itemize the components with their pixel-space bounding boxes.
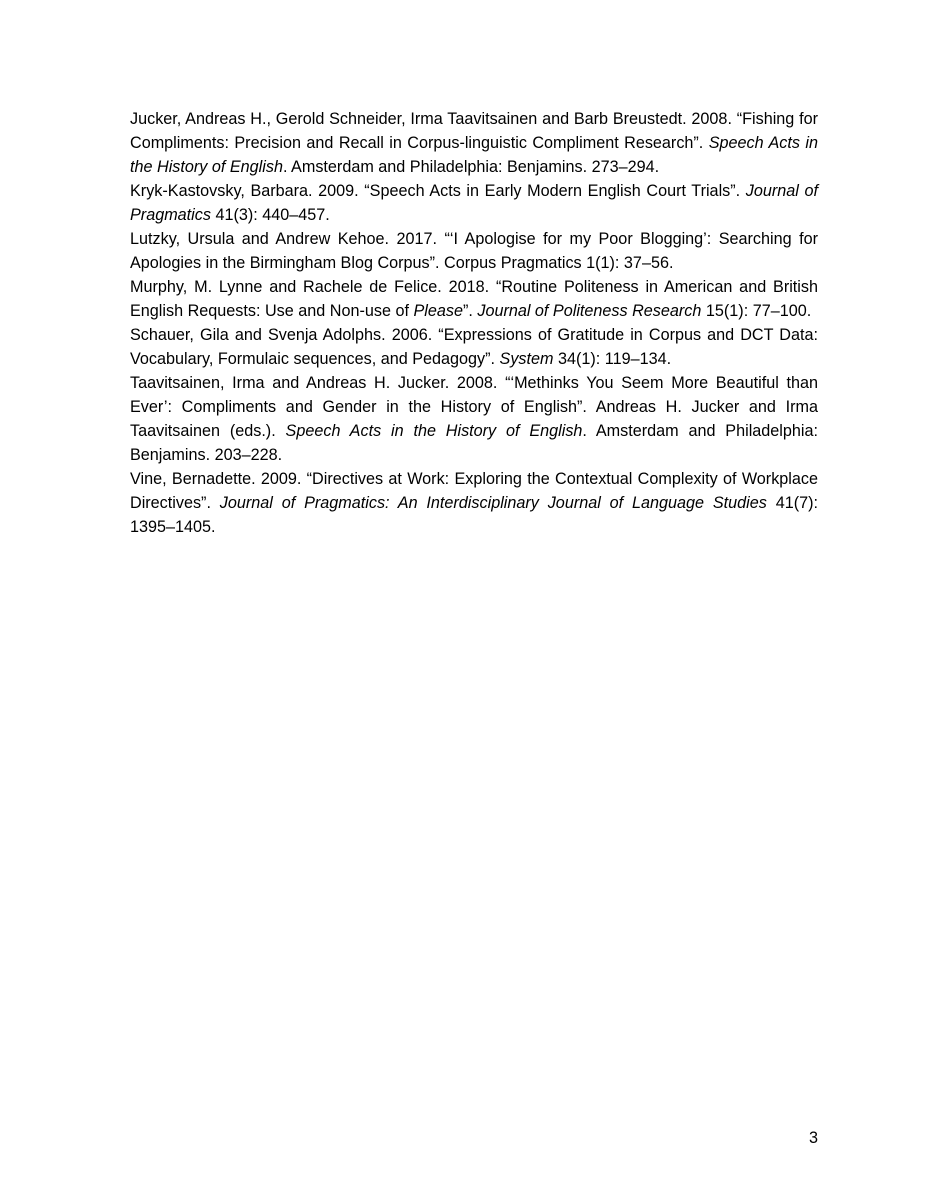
reference-italic-title: Journal of Politeness Research [477,302,702,320]
reference-entry [130,275,818,323]
reference-entry [130,227,818,275]
reference-italic-title: Please [413,302,463,320]
reference-text: . Amsterdam and Philadelphia: Benjamins. 273–294. [282,158,660,176]
reference-text: 41(7): 1395–1405. [130,494,818,536]
reference-italic-title: System [499,350,554,368]
reference-text: Murphy, M. Lynne and Rachele de Felice. 2018. “Routine Politeness in American and British English Requests: Use and Non-use of [130,278,818,320]
reference-text: . Amsterdam and Philadelphia: Benjamins. 203–228. [130,422,819,464]
reference-italic-title: Journal of Pragmatics [130,182,818,224]
reference-text: Taavitsainen, Irma and Andreas H. Jucker. 2008. “‘Methinks You Seem More Beautiful than Ever’: Compliments and Gender in the History of English”. Andreas H. Jucker and Irma Taavitsainen (eds.). [130,374,818,440]
reference-text: Jucker, Andreas H., Gerold Schneider, Irma Taavitsainen and Barb Breustedt. 2008. “Fishing for Compliments: Precision and Recall in Corpus-linguistic Compliment Research”. [130,110,818,152]
reference-entry [130,371,818,467]
reference-text: Schauer, Gila and Svenja Adolphs. 2006. “Expressions of Gratitude in Corpus and DCT Data: Vocabulary, Formulaic sequences, and Pedagogy”. [130,326,818,368]
reference-entry [130,107,818,179]
reference-text: 41(3): 440–457. [210,206,330,224]
reference-entry [130,467,818,539]
reference-italic-title: Speech Acts in the History of English [285,422,583,440]
reference-text: Lutzky, Ursula and Andrew Kehoe. 2017. “‘I Apologise for my Poor Blogging’: Searching for Apologies in the Birmingham Blog Corpus”. Corpus Pragmatics 1(1): 37–56. [130,230,818,272]
reference-italic-title: Speech Acts in the History of English [130,134,818,176]
reference-italic-title: Journal of Pragmatics: An Interdisciplinary Journal of Language Studies [219,494,767,512]
reference-entry [130,323,818,371]
reference-entry [130,179,818,227]
reference-text: Vine, Bernadette. 2009. “Directives at Work: Exploring the Contextual Complexity of Workplace Directives”. [130,470,818,512]
page-number: 3 [808,1129,818,1147]
reference-text: 15(1): 77–100. [701,302,812,320]
reference-text: ”. [462,302,478,320]
reference-list [130,107,818,539]
reference-text: 34(1): 119–134. [553,350,672,368]
reference-text: Kryk-Kastovsky, Barbara. 2009. “Speech Acts in Early Modern English Court Trials”. [130,182,746,200]
